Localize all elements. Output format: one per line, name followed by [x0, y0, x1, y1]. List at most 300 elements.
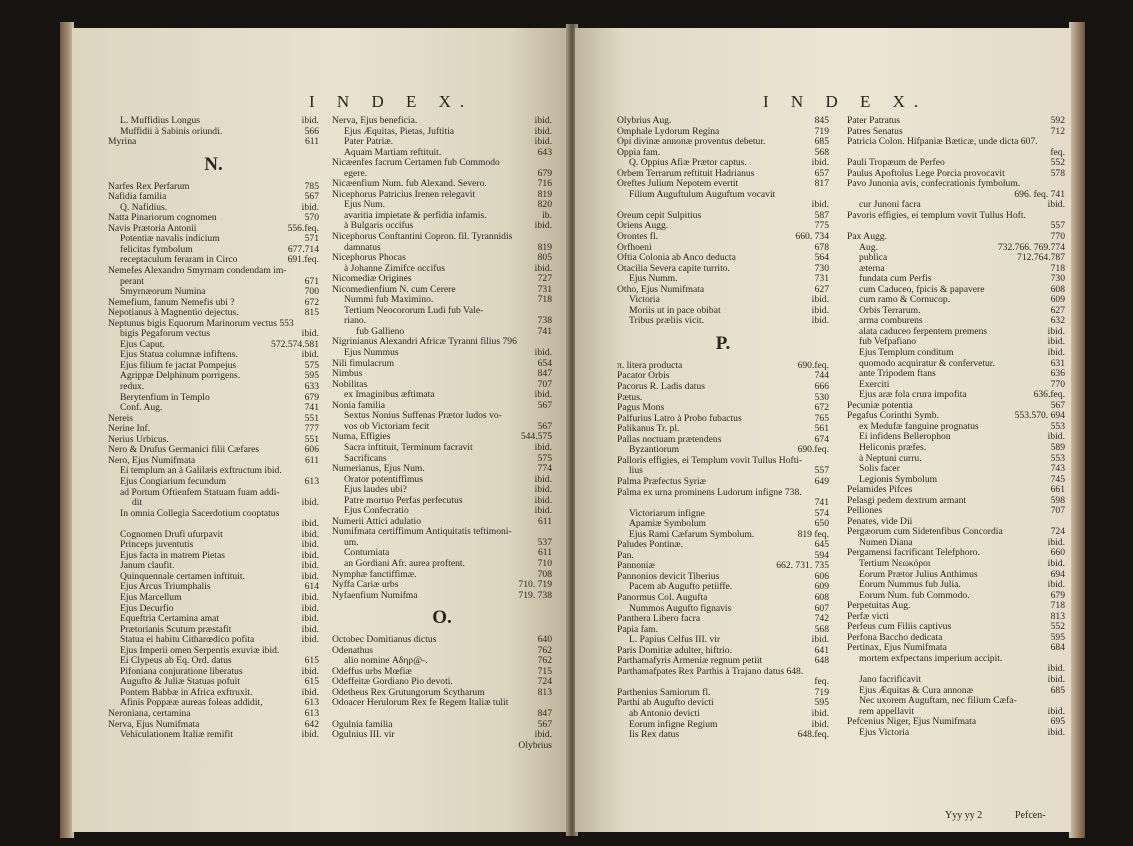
- index-entry: [847, 675, 1065, 686]
- index-entry-page: 551: [304, 412, 319, 424]
- index-entry-page: 731: [537, 283, 552, 295]
- index-entry-term: Pontem Babbæ in Africa exftruxit.: [120, 686, 253, 698]
- index-entry: [847, 464, 1065, 475]
- index-entry-term: Numen Diana: [859, 536, 913, 548]
- index-entry-page: ibid.: [301, 549, 319, 561]
- index-entry-term: Muffidii à Sabinis oriundi.: [120, 125, 223, 137]
- index-entry: [847, 348, 1065, 359]
- index-entry-term: Nafidia familia: [108, 191, 167, 203]
- index-entry-page: Olybrius: [518, 739, 552, 751]
- index-entry-page: 741: [537, 325, 552, 337]
- index-entry-term: an Gordiani Afr. aurea proftent.: [344, 557, 465, 569]
- index-entry-term: Omphale Lydorum Regina: [617, 125, 720, 137]
- index-entry-page: 677.714: [287, 243, 319, 255]
- index-entry-term: à Bulgaris occifus: [344, 220, 414, 232]
- index-entry-term: Pagus Mons: [617, 402, 665, 414]
- index-entry-page: 571: [304, 233, 319, 245]
- index-entry-page: ibid.: [1047, 579, 1065, 591]
- index-entry: [108, 266, 319, 277]
- index-entry: [332, 359, 552, 370]
- index-entry-page: ibid.: [811, 315, 829, 327]
- index-entry-term: Jano facrificavit: [859, 673, 922, 685]
- index-entry: [847, 116, 1065, 127]
- index-entry-page: 741: [814, 497, 829, 509]
- index-entry-term: Ejus Templum conditum: [859, 347, 954, 359]
- index-entry-page: 537: [537, 536, 552, 548]
- index-entry-page: 595: [1050, 631, 1065, 643]
- index-entry-term: Aug.: [859, 241, 878, 253]
- index-entry-term: Agrippæ Delphinum porrigens.: [120, 370, 241, 382]
- index-entry-term: Ejus Caput.: [120, 338, 165, 350]
- index-entry-term: Pifoniana conjuratione liberatus: [120, 665, 243, 677]
- index-entry-page: 568: [814, 623, 829, 635]
- index-entry-page: 690.feq.: [797, 444, 829, 456]
- index-entry-term: ad Portum Oftienfem Statuam fuam addi-: [120, 486, 280, 498]
- index-entry-term: Tertium Neocororum Ludi fub Vale-: [344, 304, 484, 316]
- index-entry: [108, 403, 319, 414]
- index-entry-term: In omnia Collegia Sacerdotium cooptatus: [120, 507, 280, 519]
- index-entry-term: Palma Præfectus Syriæ: [617, 475, 707, 487]
- index-entry-term: bigis Pegaforum vectus: [120, 328, 211, 340]
- index-entry-page: 731: [814, 273, 829, 285]
- index-entry-page: 592: [1050, 115, 1065, 126]
- index-entry-term: Pater Patratus: [847, 115, 901, 126]
- index-entry-term: Orontes fl.: [617, 231, 659, 243]
- index-entry-term: Nerius Urbicus.: [108, 433, 169, 445]
- index-entry-page: 847: [537, 707, 552, 719]
- index-entry-page: 679: [1050, 589, 1065, 601]
- index-entry-term: Ejus Æquitas, Pietas, Juftitia: [344, 125, 455, 137]
- index-entry-page: 817: [814, 178, 829, 190]
- index-entry-term: Parthi ab Augufto devicti: [617, 697, 714, 709]
- index-entry-page: 567: [537, 399, 552, 411]
- index-entry-term: publica: [859, 252, 888, 264]
- index-entry-page: 660. 734: [795, 231, 829, 243]
- index-entry-term: Navis Prætoria Antonii: [108, 222, 197, 234]
- index-entry-term: Narfes Rex Perfarum: [108, 180, 190, 192]
- index-entry-page: 648: [814, 655, 829, 667]
- index-entry: [617, 498, 829, 509]
- index-entry-term: Numerianus, Ejus Num.: [332, 463, 425, 475]
- index-entry-page: 598: [1050, 494, 1065, 506]
- index-entry-page: 553.570. 694: [1014, 410, 1065, 422]
- index-entry-term: Janum claufit.: [120, 560, 175, 572]
- index-entry: [617, 316, 829, 327]
- index-entry-page: 775: [814, 220, 829, 232]
- index-entry-page: 552: [1050, 621, 1065, 633]
- index-entry-page: 608: [814, 591, 829, 603]
- index-entry: [617, 382, 829, 393]
- index-entry-page: ibid.: [301, 328, 319, 340]
- index-entry-term: Papia fam.: [617, 623, 659, 635]
- index-entry-term: Nymphæ fanctiffimæ.: [332, 568, 417, 580]
- index-entry-term: Sacrificans: [344, 452, 387, 464]
- index-entry-term: Ejus Decurfio: [120, 602, 174, 614]
- index-entry-page: ibid.: [811, 634, 829, 646]
- index-entry: [847, 232, 1065, 243]
- index-entry-term: Odeffeitæ Gordiano Pio devoti.: [332, 676, 453, 688]
- index-entry-term: Ejus Æquitas & Cura annonæ: [859, 684, 974, 696]
- index-entry-term: Paludes Pontinæ.: [617, 539, 684, 551]
- index-column-left-1: [108, 116, 319, 741]
- index-entry-page: 594: [814, 549, 829, 561]
- index-entry-term: Equeftria Certamina amat: [120, 613, 220, 625]
- index-entry-term: Panormus Col. Augufta: [617, 591, 708, 603]
- index-entry-page: 813: [537, 686, 552, 698]
- index-entry-page: 595: [304, 370, 319, 382]
- index-entry-term: Pater Patriæ.: [344, 136, 394, 148]
- index-entry-term: Conturniata: [344, 547, 390, 559]
- index-entry-term: Ejus facta in matrem Pietas: [120, 549, 225, 561]
- index-entry-term: Nummi fub Maximino.: [344, 294, 434, 306]
- index-entry-term: Ejus Confecratio: [344, 505, 409, 517]
- index-entry-term: Sextus Nonius Suffenas Prætor ludos vo-: [344, 410, 502, 422]
- running-head-left: I N D E X.: [309, 92, 474, 111]
- index-entry-page: ibid.: [1047, 347, 1065, 359]
- index-entry-term: Nigrinianus Alexandri Africæ Tyranni filius 796: [332, 336, 517, 348]
- index-entry-page: 695: [1050, 716, 1065, 728]
- index-entry-term: Numifmata certiffimum Antiquitatis teftimoni-: [332, 526, 512, 538]
- index-entry-term: Eorum Num. fub Commodo.: [859, 589, 970, 601]
- index-entry-term: Paulus Apoftolus Lege Porcia provocavit: [847, 167, 1005, 179]
- index-entry-page: 613: [304, 475, 319, 487]
- index-entry-page: 611: [304, 454, 319, 466]
- index-entry-page: 719: [814, 125, 829, 137]
- index-entry-term: Patre mortuo Perfas perfecutus: [344, 494, 463, 506]
- index-entry-page: 805: [537, 252, 552, 264]
- index-entry-page: 716: [537, 178, 552, 190]
- index-entry-page: 561: [814, 423, 829, 435]
- index-entry-term: lius: [629, 465, 643, 477]
- index-entry: [332, 741, 552, 752]
- index-entry-term: Smyrnæorum Numina: [120, 286, 206, 298]
- index-entry-page: 615: [304, 676, 319, 688]
- index-entry-term: Nicephorus Patricius Irenen relegavit: [332, 188, 476, 200]
- index-entry-term: Ogulnia familia: [332, 718, 393, 730]
- index-entry: [108, 509, 319, 520]
- index-entry-page: 611: [537, 515, 552, 527]
- index-entry-term: Otacilia Severa capite turrito.: [617, 262, 730, 274]
- index-entry-page: 708: [537, 568, 552, 580]
- index-entry: [617, 116, 829, 127]
- index-entry-page: 712.764.787: [1017, 252, 1065, 264]
- index-entry-term: Victoriarum infigne: [629, 507, 705, 519]
- index-entry-term: rem appellavit: [859, 705, 915, 717]
- index-entry-term: redux.: [120, 381, 145, 393]
- index-entry-term: ex Medufæ fanguine prognatus: [859, 420, 979, 432]
- index-entry-page: 744: [814, 370, 829, 382]
- index-entry-page: ibid.: [1047, 673, 1065, 685]
- index-entry-page: 718: [1050, 600, 1065, 612]
- index-entry-term: Numa, Effigies: [332, 431, 391, 443]
- index-entry-term: Pætus.: [617, 391, 643, 403]
- index-entry: [617, 477, 829, 488]
- index-entry-term: Odeffus urbs Mœfiæ: [332, 665, 412, 677]
- index-entry-term: Pergæorum cum Sidetenfibus Concordia: [847, 526, 1003, 538]
- index-entry: [617, 488, 829, 499]
- index-entry: [332, 443, 552, 454]
- index-entry-page: ibid.: [1047, 336, 1065, 348]
- index-entry-page: 700: [304, 286, 319, 298]
- index-entry-term: Nyffa Cariæ urbs: [332, 579, 399, 591]
- index-entry-term: Solis facer: [859, 463, 900, 475]
- index-entry-term: Nemefium, fanum Nemefis ubi ?: [108, 296, 235, 308]
- index-entry-page: 684: [1050, 642, 1065, 654]
- index-entry-term: Patricia Colon. Hifpaniæ Bæticæ, unde dicta 607.: [847, 136, 1038, 148]
- index-entry-page: ibid.: [534, 136, 552, 148]
- index-entry-page: 730: [814, 262, 829, 274]
- index-entry-page: 614: [304, 581, 319, 593]
- signature-mark: Yyy yy 2: [945, 810, 983, 821]
- index-entry-page: feq.: [1050, 146, 1065, 158]
- index-entry-page: ibid.: [1047, 199, 1065, 211]
- index-entry-page: ibid.: [534, 494, 552, 506]
- index-entry-page: 553: [1050, 452, 1065, 464]
- index-entry-page: ibid.: [534, 729, 552, 741]
- index-entry-page: 742: [814, 613, 829, 625]
- index-entry-term: arma comburens: [859, 315, 923, 327]
- index-entry-term: Pannonios devicit Tiberius: [617, 570, 720, 582]
- index-entry-term: Otho, Ejus Numifmata: [617, 283, 705, 295]
- index-entry-term: Ejus Statua columnæ infiftens.: [120, 349, 238, 361]
- index-entry-term: Apamiæ Symbolum: [629, 518, 707, 530]
- index-entry-term: Exerciti: [859, 378, 890, 390]
- index-entry: [332, 464, 552, 475]
- index-entry: [617, 540, 829, 551]
- index-entry: [617, 232, 829, 243]
- index-entry-page: ibid.: [301, 349, 319, 361]
- index-entry-page: 567: [304, 191, 319, 203]
- index-entry-term: Nyfaenfium Numifma: [332, 589, 418, 601]
- index-entry-term: damnatus: [344, 241, 381, 253]
- index-entry-page: 710. 719: [518, 579, 552, 591]
- index-entry-term: à Neptuni curru.: [859, 452, 922, 464]
- index-entry-page: 574: [814, 507, 829, 519]
- index-entry-term: Numerii Attici adulatio: [332, 515, 421, 527]
- index-entry-term: Tertium Νεωκόροι: [859, 557, 931, 569]
- index-entry-page: 847: [537, 368, 552, 380]
- index-entry: [332, 232, 552, 243]
- index-entry-term: Pax Augg.: [847, 231, 887, 243]
- index-entry-term: Orfhoeni: [617, 241, 652, 253]
- index-entry-term: Legionis Symbolum: [859, 473, 938, 485]
- index-entry-term: Berytenfium in Templo: [120, 391, 210, 403]
- index-entry-page: 551: [304, 433, 319, 445]
- catchword: Pefcen-: [1015, 810, 1046, 821]
- index-entry-page: 564: [814, 252, 829, 264]
- index-entry-term: Quinquennale certamen inftituit.: [120, 570, 245, 582]
- index-entry: [108, 137, 319, 148]
- index-entry-page: 567: [1050, 399, 1065, 411]
- index-entry-page: 544.575: [520, 431, 552, 443]
- index-entry-page: 813: [1050, 610, 1065, 622]
- index-entry-page: 732.766. 769.774: [997, 241, 1065, 253]
- index-entry-page: 707: [537, 378, 552, 390]
- index-entry: [847, 728, 1065, 739]
- index-entry-page: 672: [304, 296, 319, 308]
- index-entry-page: 613: [304, 697, 319, 709]
- index-entry-term: fub Gallieno: [356, 325, 405, 337]
- index-entry-term: Pallas noctuam prætendens: [617, 433, 722, 445]
- index-entry-page: 557: [814, 465, 829, 477]
- index-entry-term: Conf. Aug.: [120, 402, 163, 414]
- index-entry-term: Iis Rex datus: [629, 729, 680, 741]
- index-entry-term: receptaculum feraram in Circo: [120, 254, 238, 266]
- index-entry-page: ibid.: [301, 665, 319, 677]
- index-entry-term: Ei templum an à Galilæis exftructum ibid.: [120, 465, 282, 477]
- index-entry: [617, 593, 829, 604]
- index-entry-page: ibid.: [534, 115, 552, 126]
- index-entry-page: ibid.: [534, 484, 552, 496]
- index-entry-term: quomodo acquiratur & confervetur.: [859, 357, 995, 369]
- index-entry-term: Oriens Augg.: [617, 220, 669, 232]
- index-entry-term: Odetheus Rex Grutungorum Scytharum: [332, 686, 485, 698]
- index-entry-page: ibid.: [301, 613, 319, 625]
- index-entry-page: ib.: [542, 209, 552, 221]
- index-entry-term: à Johanne Zimifce occifus: [344, 262, 445, 274]
- index-entry-page: 819: [537, 188, 552, 200]
- index-entry: [108, 116, 319, 127]
- index-entry-page: 691.feq.: [287, 254, 319, 266]
- right-page: [575, 28, 1071, 832]
- index-entry-term: Pecuniæ potentia: [847, 399, 913, 411]
- index-entry-page: 738: [537, 315, 552, 327]
- index-entry-term: Neptunus bigis Equorum Marinorum vectus 553: [108, 317, 294, 329]
- index-entry-page: 741: [304, 402, 319, 414]
- index-entry-term: Oppia fam.: [617, 146, 661, 158]
- index-entry-term: Ejus Marcellum: [120, 591, 182, 603]
- index-entry-term: Parthenius Samiorum fl.: [617, 686, 711, 698]
- index-entry-term: Perpetuitas Aug.: [847, 600, 911, 612]
- index-column-right-2: [847, 116, 1065, 738]
- index-entry: [332, 348, 552, 359]
- index-entry-term: ex Imaginibus æftimata: [344, 389, 435, 401]
- index-entry-term: cum ramo & Cornucop.: [859, 294, 951, 306]
- index-entry-page: 674: [814, 433, 829, 445]
- index-entry-page: 724: [537, 676, 552, 688]
- index-entry-term: fundata cum Perfis: [859, 273, 932, 285]
- index-entry-term: felicitas fymbolum: [120, 243, 193, 255]
- index-entry: [847, 559, 1065, 570]
- index-entry-term: Perfeus cum Filiis captivus: [847, 621, 952, 633]
- index-entry-term: Ejus Congiarium fecundum: [120, 475, 227, 487]
- index-entry: [617, 667, 829, 678]
- index-entry: [108, 477, 319, 488]
- index-entry-term: Odenathus: [332, 644, 374, 656]
- index-entry-term: Augufto & Juliæ Statuas pofuit: [120, 676, 240, 688]
- index-entry-term: Nicephorus Conftantini Copron. fil. Tyrannidis: [332, 231, 513, 243]
- index-entry-term: Nec uxorem Auguftam, nec filium Cæfa-: [859, 695, 1017, 707]
- index-entry-page: 607: [814, 602, 829, 614]
- index-entry-page: ibid.: [1047, 663, 1065, 675]
- index-entry-term: Orbis Terrarum.: [859, 304, 921, 316]
- index-entry-term: Nero & Drufus Germanici filii Cæfares: [108, 444, 260, 456]
- index-entry-page: 609: [1050, 294, 1065, 306]
- index-entry-page: ibid.: [534, 505, 552, 517]
- index-entry-term: Orbem Terrarum reftituit Hadrianus: [617, 167, 755, 179]
- index-entry-page: 715: [537, 665, 552, 677]
- index-entry-page: 777: [304, 423, 319, 435]
- index-entry-page: ibid.: [301, 686, 319, 698]
- index-entry-page: ibid.: [1047, 536, 1065, 548]
- index-entry-page: 627: [814, 283, 829, 295]
- index-entry: [617, 190, 829, 201]
- index-entry: [108, 730, 319, 741]
- index-entry-term: Pelasgi pedem dextrum armant: [847, 494, 967, 506]
- index-entry-page: 685: [1050, 684, 1065, 696]
- index-entry-term: ab Antonio devicti: [629, 707, 700, 719]
- index-entry-term: Nerva, Ejus Numifmata: [108, 718, 200, 730]
- index-entry-page: ibid.: [1047, 431, 1065, 443]
- index-entry-page: 633: [304, 381, 319, 393]
- index-entry-term: Afinis Poppææ aureas foleas addidit,: [120, 697, 263, 709]
- index-entry-page: ibid.: [301, 591, 319, 603]
- index-entry-page: 566: [304, 125, 319, 137]
- index-column-left-2: [332, 116, 552, 751]
- index-entry-term: Q. Oppius Afiæ Prætor captus.: [629, 157, 747, 169]
- index-entry: [847, 443, 1065, 454]
- index-entry-term: Oftia Colonia ab Anco deducta: [617, 252, 736, 264]
- index-entry-term: Statua ei habitu Citharœdico pofita: [120, 634, 255, 646]
- index-entry-term: Pannoniæ: [617, 560, 655, 572]
- index-entry-term: Nicomedienfium N. cum Cerere: [332, 283, 456, 295]
- index-entry-page: ibid.: [534, 441, 552, 453]
- index-entry-page: 661: [1050, 484, 1065, 496]
- index-entry-term: Nimbus: [332, 368, 363, 380]
- index-entry-page: 712: [1050, 125, 1065, 137]
- index-entry-page: 718: [537, 294, 552, 306]
- index-entry-page: 643: [537, 146, 552, 158]
- index-entry-page: 845: [814, 115, 829, 126]
- index-entry-page: 572.574.581: [271, 338, 319, 350]
- index-entry-page: 530: [814, 391, 829, 403]
- index-entry-page: 815: [304, 307, 319, 319]
- index-entry-term: avaritia impietate & perfidia infamis.: [344, 209, 487, 221]
- index-column-right-1: [617, 116, 829, 741]
- index-entry-page: 606: [304, 444, 319, 456]
- index-entry-page: 660: [1050, 547, 1065, 559]
- index-entry-page: 641: [814, 644, 829, 656]
- index-entry-term: Orator potentiffimus: [344, 473, 423, 485]
- index-entry-term: Princeps juventutis: [120, 539, 194, 551]
- index-entry-term: L. Muffidius Longus: [120, 115, 201, 126]
- index-entry-term: Pacem ab Augufto petiiffe.: [629, 581, 733, 593]
- index-entry-page: 719. 738: [518, 589, 552, 601]
- index-entry-page: feq.: [814, 676, 829, 688]
- index-entry-page: 636.feq.: [1033, 389, 1065, 401]
- index-entry-term: Victoria: [629, 294, 660, 306]
- left-page: [72, 28, 569, 832]
- index-entry-term: Nereis: [108, 412, 134, 424]
- index-entry-term: Prætorianis Scutum præstafit: [120, 623, 232, 635]
- index-entry-page: ibid.: [301, 570, 319, 582]
- index-entry: [108, 593, 319, 604]
- index-entry-page: ibid.: [1047, 726, 1065, 738]
- index-entry-page: 679: [304, 391, 319, 403]
- index-entry-term: Pacator Orbis: [617, 370, 670, 382]
- index-entry-page: 679: [537, 167, 552, 179]
- index-entry-page: ibid.: [301, 528, 319, 540]
- index-entry-term: Ejus Imperii omen Serpentis exuviæ ibid.: [120, 644, 280, 656]
- index-entry-page: 575: [537, 452, 552, 464]
- index-entry-term: π. litera producta: [617, 359, 683, 371]
- index-entry-term: Ejus Nummus: [344, 347, 399, 359]
- index-entry-term: Perfæ victi: [847, 610, 889, 622]
- index-entry-term: cur Junoni facra: [859, 199, 921, 211]
- index-entry-page: ibid.: [301, 602, 319, 614]
- section-letter-heading: P.: [715, 332, 731, 354]
- index-entry-page: 685: [814, 136, 829, 148]
